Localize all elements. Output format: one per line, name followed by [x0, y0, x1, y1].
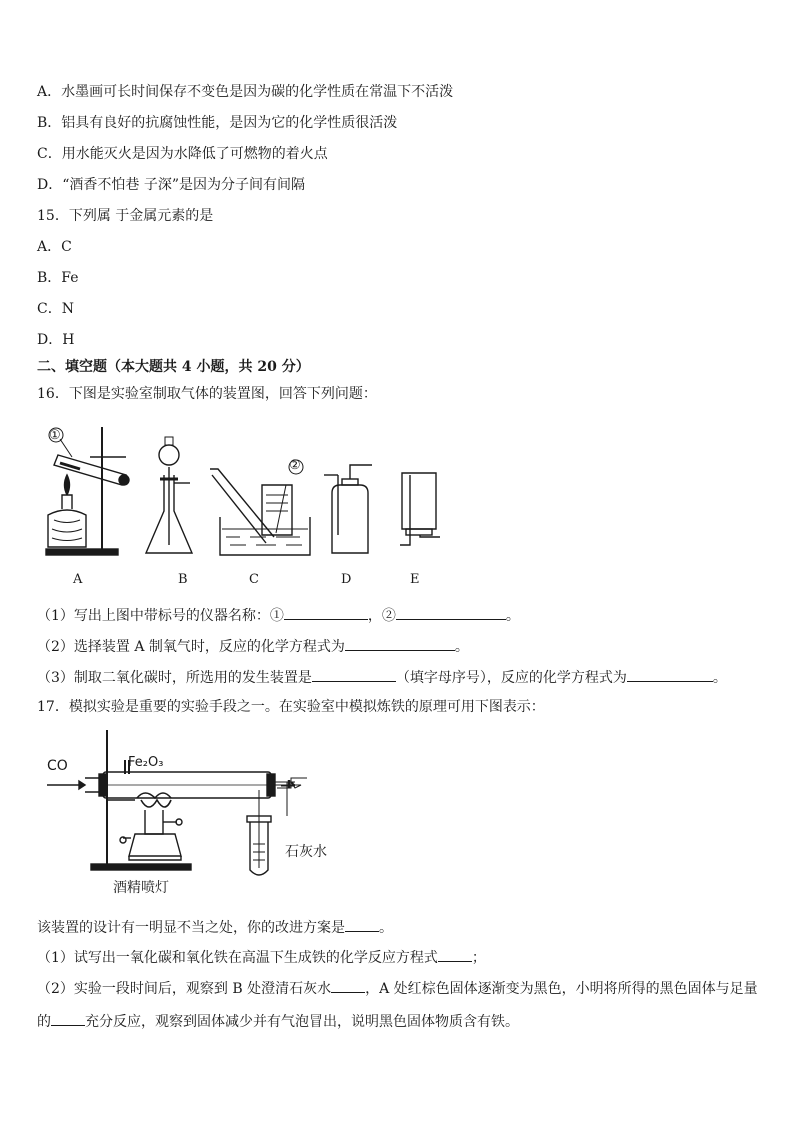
label-a: A [73, 572, 83, 587]
q16-p1-text: （1）写出上图中带标号的仪器名称：① [37, 608, 284, 624]
lamp-label: 酒精喷灯 [113, 880, 169, 896]
q17-stem: 17．模拟实验是重要的实验手段之一。在实验室中模拟炼铁的原理可用下图表示： [37, 699, 545, 715]
q16-p2-text: （2）选择装置 A 制氧气时，反应的化学方程式为 [37, 639, 345, 655]
q14-option-b: B．铝具有良好的抗腐蚀性能，是因为它的化学性质很活泼 [37, 115, 398, 131]
q17-p1-end: ； [471, 950, 486, 966]
q16-p3-end: 。 [712, 670, 727, 686]
q15-stem: 15．下列属 于金属元素的是 [37, 208, 214, 224]
q16-p2-end: 。 [454, 639, 469, 655]
q17-p2b-text: 的 [37, 1014, 51, 1030]
answer-blank[interactable] [345, 917, 379, 932]
answer-blank[interactable] [396, 605, 506, 620]
apparatus-b [146, 437, 192, 553]
q17-part-2b [37, 1011, 519, 1031]
q16-p1-end: 。 [505, 608, 520, 624]
q14-option-a: A．水墨画可长时间保存不变色是因为碳的化学性质在常温下不活泼 [37, 84, 454, 100]
answer-blank[interactable] [284, 605, 368, 620]
answer-blank[interactable] [312, 667, 396, 682]
q16-part-2 [37, 636, 469, 656]
q16-stem: 16．下图是实验室制取气体的装置图，回答下列问题： [37, 386, 377, 402]
q16-part-1 [37, 605, 520, 625]
q16-part-3 [37, 667, 727, 687]
q17-part-1 [37, 947, 486, 967]
q17-p2-mid: ，A 处红棕色固体逐渐变为黑色，小明将所得的黑色固体与足量 [365, 981, 758, 997]
q14-option-c: C．用水能灭火是因为水降低了可燃物的着火点 [37, 146, 328, 162]
q17-part-2 [37, 978, 758, 998]
q15-option-a: A．C [37, 239, 72, 255]
q17-p2b-end: 充分反应，观察到固体减少并有气泡冒出，说明黑色固体物质含有铁。 [85, 1014, 519, 1030]
q15-option-b: B．Fe [37, 270, 79, 286]
q17-p1-text: （1）试写出一氧化碳和氧化铁在高温下生成铁的化学反应方程式 [37, 950, 438, 966]
apparatus-d [324, 465, 372, 553]
q17-p2-text: （2）实验一段时间后，观察到 B 处澄清石灰水 [37, 981, 332, 997]
answer-blank[interactable] [345, 636, 455, 651]
q15-option-c: C．N [37, 301, 74, 317]
limewater-label: 石灰水 [285, 844, 327, 860]
answer-blank[interactable] [331, 978, 365, 993]
label-d: D [341, 572, 352, 587]
apparatus-c [210, 460, 310, 555]
apparatus-e [400, 473, 440, 545]
q16-p3-mid: （填字母序号），反应的化学方程式为 [395, 670, 627, 686]
q17-improve-text: 该装置的设计有一明显不当之处，你的改进方案是 [37, 920, 345, 936]
label-e: E [410, 572, 420, 587]
apparatus-a [46, 427, 129, 555]
label-b: B [178, 572, 188, 587]
answer-blank[interactable] [627, 667, 713, 682]
answer-blank[interactable] [51, 1011, 85, 1026]
section-title: 二、填空题（本大题共 4 小题，共 20 分） [37, 359, 310, 375]
apparatus-figure [40, 425, 460, 565]
q17-improve [37, 917, 393, 937]
q15-option-d: D．H [37, 332, 75, 348]
q17-improve-end: 。 [379, 920, 393, 936]
answer-blank[interactable] [438, 947, 472, 962]
marker-1: ① [49, 428, 61, 443]
marker-2: ② [289, 458, 301, 473]
q16-p1-mid: ，② [367, 608, 396, 624]
co-label: CO [47, 758, 68, 774]
fe2o3-label: Fe₂O₃ [128, 755, 164, 770]
label-c: C [249, 572, 259, 587]
q14-option-d: D．“酒香不怕巷 子深”是因为分子间有间隔 [37, 177, 305, 193]
q16-p3-text: （3）制取二氧化碳时，所选用的发生装置是 [37, 670, 312, 686]
